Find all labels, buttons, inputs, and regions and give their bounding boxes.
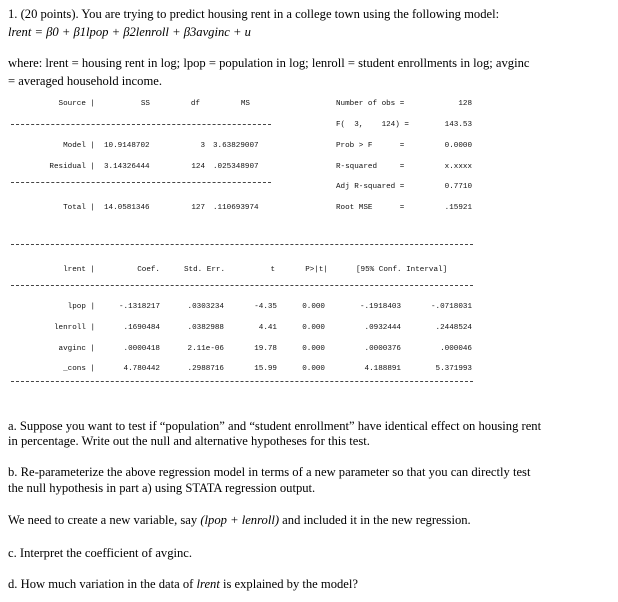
anova-header-ms: MS bbox=[240, 100, 250, 108]
coef-row-t: -4.35 bbox=[254, 303, 277, 311]
coef-row-se: .2988716 bbox=[187, 365, 224, 373]
anova-row-ss: 3.14326444 bbox=[104, 163, 150, 171]
answer-note-pre: We need to create a new variable, say bbox=[8, 513, 201, 527]
coef-row-coef: .0000418 bbox=[123, 345, 160, 353]
coef-row-ci-high: .000046 bbox=[440, 345, 472, 353]
coef-row-ci-high: 5.371993 bbox=[435, 365, 472, 373]
coef-row-coef: -.1318217 bbox=[118, 303, 160, 311]
anova-row-ms: 3.63829007 bbox=[213, 142, 259, 150]
coef-header-p: P>|t| bbox=[305, 266, 328, 274]
coef-row-t: 4.41 bbox=[258, 324, 277, 332]
part-c: c. Interpret the coefficient of avginc. bbox=[8, 546, 193, 560]
coef-row-ci-low: 4.188891 bbox=[364, 365, 401, 373]
anova-header-ss: SS bbox=[140, 100, 150, 108]
anova-row-df: 3 bbox=[200, 142, 205, 150]
variable-definitions-cont: = averaged household income. bbox=[8, 74, 162, 88]
coef-divider-top bbox=[11, 244, 473, 245]
coef-row-var: _cons | bbox=[63, 365, 95, 373]
stat-label: R-squared = bbox=[336, 163, 405, 171]
anova-row-ss: 10.9148702 bbox=[104, 142, 150, 150]
stat-value: .15921 bbox=[444, 204, 472, 212]
answer-note-expr: (lpop + lenroll) bbox=[200, 513, 280, 527]
part-d bbox=[8, 576, 358, 592]
answer-note bbox=[8, 512, 471, 528]
anova-row-ms: .110693974 bbox=[213, 204, 259, 212]
part-d-pre: d. How much variation in the data of bbox=[8, 577, 197, 591]
coef-divider-mid bbox=[11, 285, 473, 286]
stat-value: x.xxxx bbox=[444, 163, 472, 171]
coef-row-p: 0.000 bbox=[302, 365, 325, 373]
coef-row-se: 2.11e-06 bbox=[187, 345, 224, 353]
stat-label: Number of obs = bbox=[336, 100, 405, 108]
coef-row-se: .0382988 bbox=[187, 324, 224, 332]
anova-row-ms: .025348907 bbox=[213, 163, 259, 171]
stat-label: Adj R-squared = bbox=[336, 183, 405, 191]
coef-row-var: lpop | bbox=[67, 303, 95, 311]
coef-row-ci-low: -.1918403 bbox=[359, 303, 401, 311]
coef-row-p: 0.000 bbox=[302, 324, 325, 332]
stat-label: Root MSE = bbox=[336, 204, 405, 212]
coef-header-ci: [95% Conf. Interval] bbox=[356, 266, 448, 274]
anova-row-source: Total | bbox=[63, 204, 95, 212]
stat-value: 0.0000 bbox=[444, 142, 472, 150]
coef-row-p: 0.000 bbox=[302, 303, 325, 311]
coef-row-se: .0303234 bbox=[187, 303, 224, 311]
coef-row-t: 15.99 bbox=[254, 365, 277, 373]
coef-header-se: Std. Err. bbox=[183, 266, 225, 274]
anova-header-source: Source | bbox=[58, 100, 95, 108]
coef-row-coef: 4.780442 bbox=[123, 365, 160, 373]
part-d-post: is explained by the model? bbox=[219, 577, 358, 591]
anova-row-source: Model | bbox=[63, 142, 95, 150]
stat-value: 0.7710 bbox=[444, 183, 472, 191]
part-b-cont: the null hypothesis in part a) using STATA regression output. bbox=[8, 481, 316, 495]
model-equation: lrent = β0 + β1lpop + β2lenroll + β3avginc + u bbox=[8, 25, 251, 39]
stat-value: 143.53 bbox=[444, 121, 472, 129]
part-a: a. Suppose you want to test if “population” and “student enrollment” have identical effect on housing rent bbox=[8, 419, 542, 433]
coef-divider-bottom bbox=[11, 381, 473, 382]
coef-row-ci-high: -.0718031 bbox=[430, 303, 472, 311]
coef-row-coef: .1690484 bbox=[123, 324, 160, 332]
anova-header-df: df bbox=[190, 100, 200, 108]
part-b: b. Re-parameterize the above regression model in terms of a new parameter so that you can directly test bbox=[8, 465, 531, 479]
coef-header-t: t bbox=[270, 266, 275, 274]
anova-divider-top bbox=[11, 124, 271, 125]
coef-row-t: 19.78 bbox=[254, 345, 277, 353]
coef-row-ci-low: .0932444 bbox=[364, 324, 401, 332]
part-a-cont: in percentage. Write out the null and alternative hypotheses for this test. bbox=[8, 434, 370, 448]
coef-header-var: lrent | bbox=[63, 266, 95, 274]
coef-row-var: avginc | bbox=[58, 345, 95, 353]
stat-value: 128 bbox=[458, 100, 472, 108]
anova-row-source: Residual | bbox=[49, 163, 95, 171]
variable-definitions: where: lrent = housing rent in log; lpop = population in log; lenroll = student enrollments in log; avginc bbox=[8, 56, 530, 70]
coef-row-var: lenroll | bbox=[53, 324, 95, 332]
anova-divider-bottom bbox=[11, 182, 271, 183]
anova-row-df: 124 bbox=[191, 163, 205, 171]
coef-row-p: 0.000 bbox=[302, 345, 325, 353]
stat-label: Prob > F = bbox=[336, 142, 405, 150]
anova-row-df: 127 bbox=[191, 204, 205, 212]
question-header: 1. (20 points). You are trying to predict housing rent in a college town using the following model: bbox=[8, 7, 500, 21]
answer-note-post: and included it in the new regression. bbox=[279, 513, 471, 527]
coef-row-ci-low: .0000376 bbox=[364, 345, 401, 353]
stat-label: F( 3, 124) = bbox=[336, 121, 409, 129]
part-d-var: lrent bbox=[196, 577, 220, 591]
anova-row-ss: 14.0581346 bbox=[104, 204, 150, 212]
coef-header-coef: Coef. bbox=[137, 266, 160, 274]
coef-row-ci-high: .2448524 bbox=[435, 324, 472, 332]
